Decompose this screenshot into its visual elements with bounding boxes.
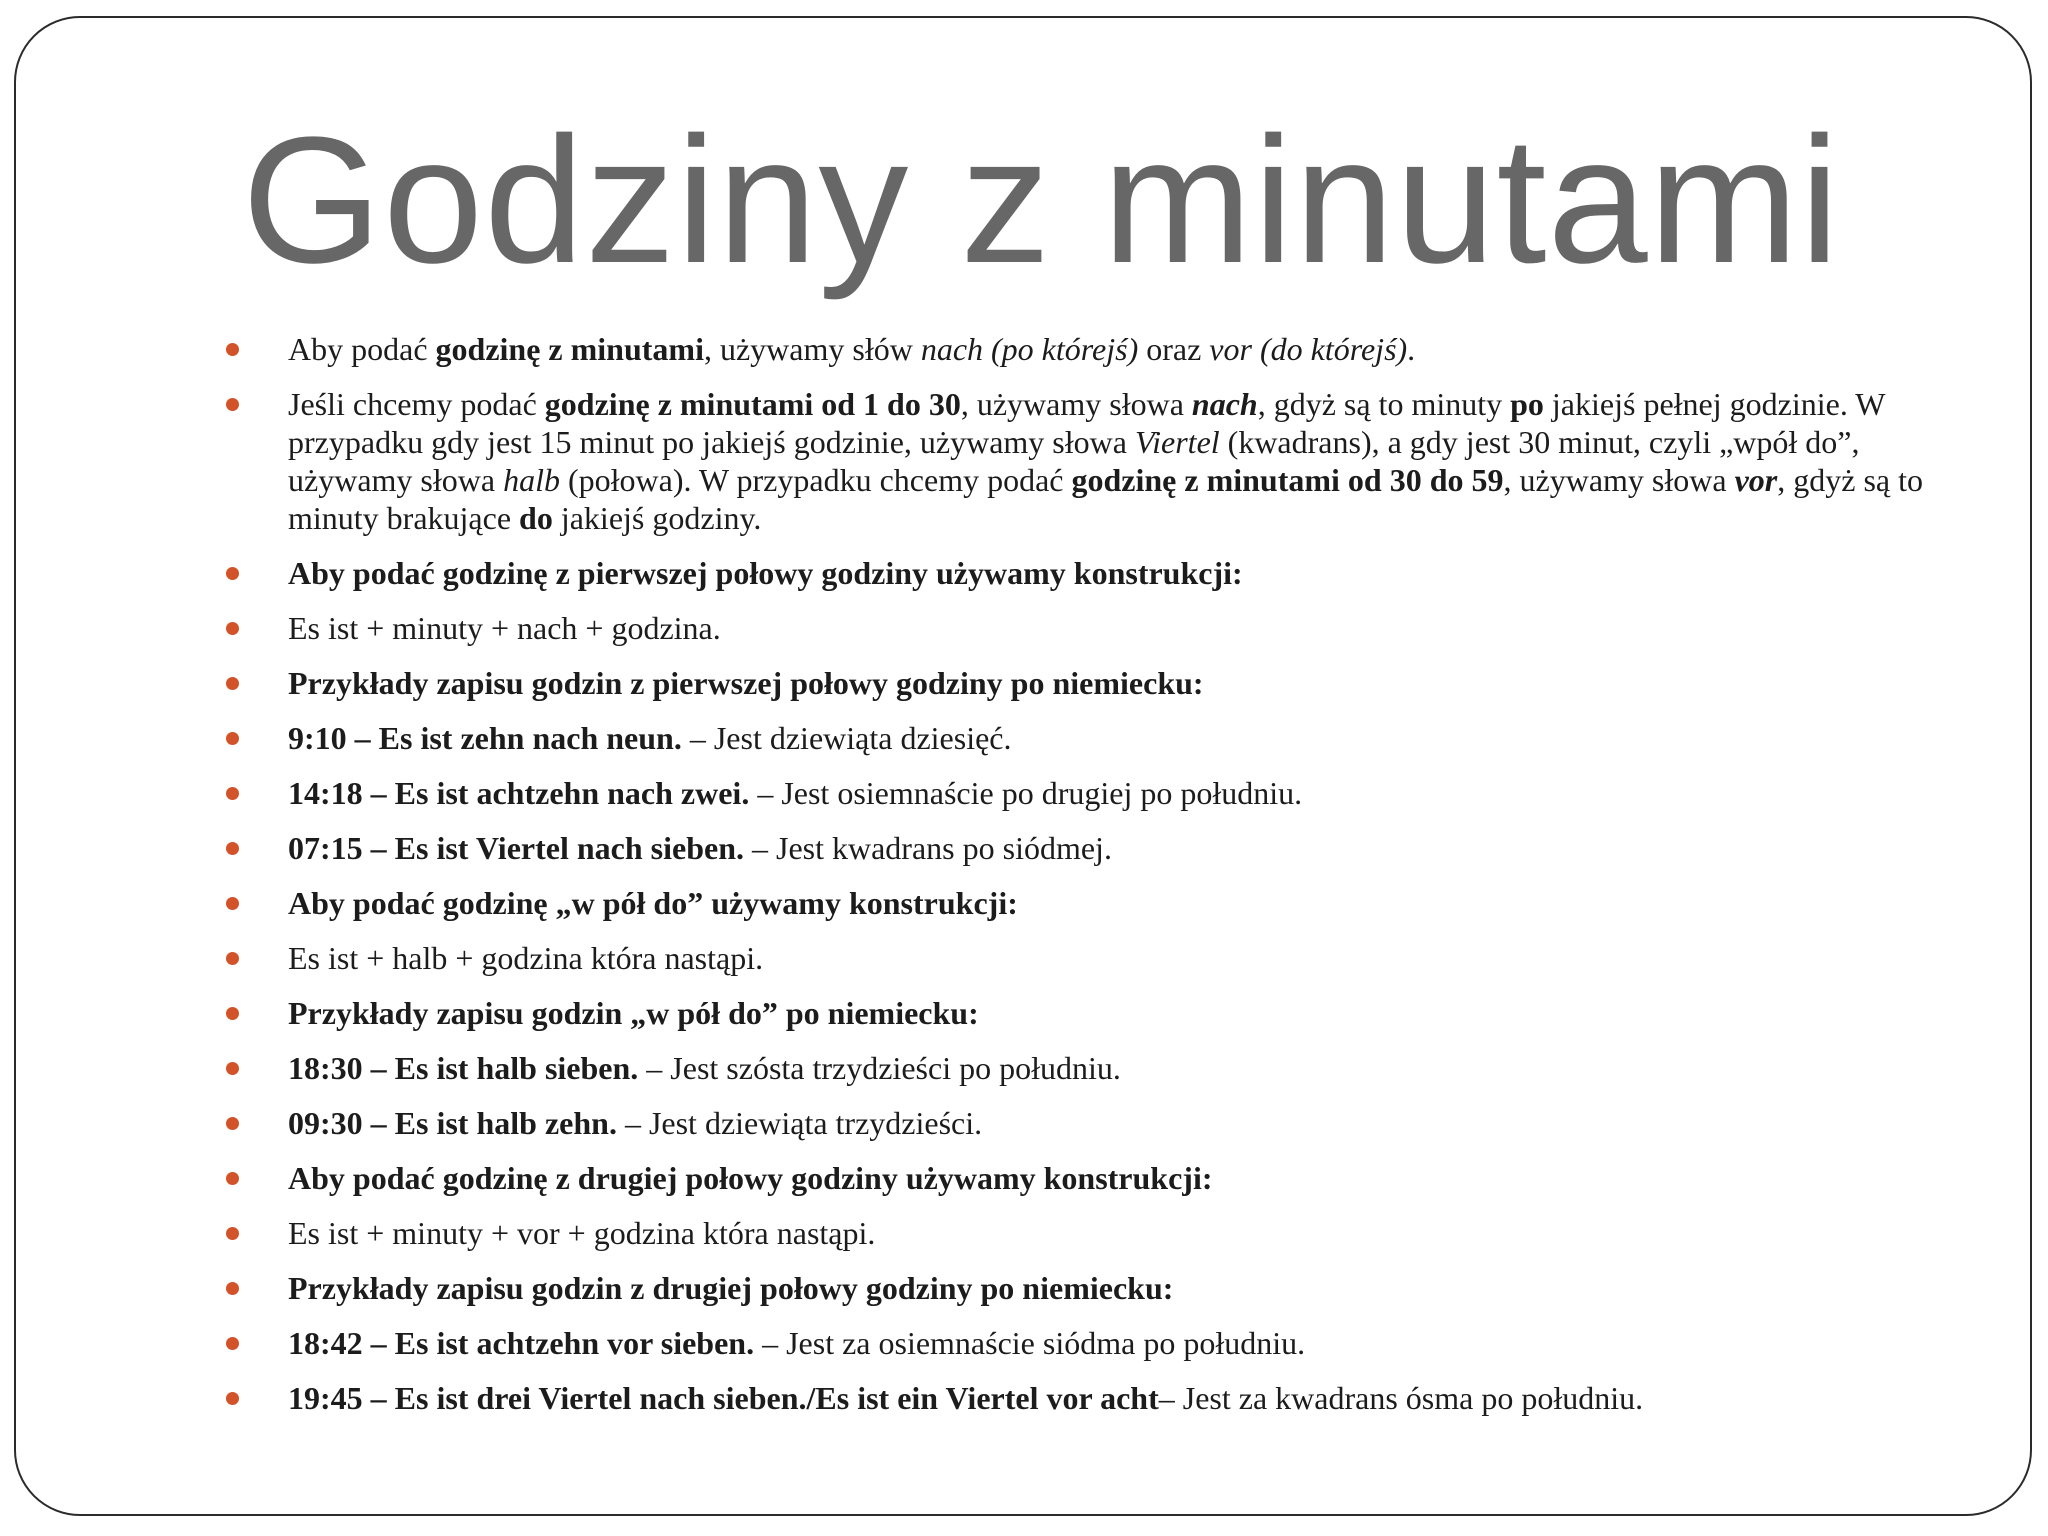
list-item-text: 18:30 – Es ist halb sieben. [288,1050,639,1086]
bullet-icon [226,1172,239,1185]
list-item [226,385,1956,537]
bullet-icon [226,1282,239,1295]
list-item-text: 07:15 – Es ist Viertel nach sieben. [288,830,744,866]
bullet-icon [226,952,239,965]
list-item-text: godzinę z minutami od 1 do 30 [544,386,961,422]
list-item-text: do [519,500,553,536]
bullet-icon [226,343,239,356]
list-item-text: – Jest dziewiąta trzydzieści. [616,1105,983,1141]
bullet-icon [226,897,239,910]
bullet-icon [226,1117,239,1130]
bullet-icon [226,1337,239,1350]
list-item [226,994,1956,1032]
list-item-text: – Jest za osiemnaście siódma po południu. [754,1325,1306,1361]
list-item-text: Przykłady zapisu godzin z pierwszej połowy godziny po niemiecku: [288,665,1204,701]
list-item-text: , używamy słów [703,331,921,367]
list-item-text: – Jest kwadrans po siódmej. [743,830,1112,866]
list-item [226,664,1956,702]
list-item-text: jakiejś godziny. [552,500,762,536]
list-item-text: – Jest za kwadrans ósma po południu. [1158,1380,1644,1416]
bullet-icon [226,787,239,800]
list-item-text: Aby podać godzinę z pierwszej połowy godziny używamy konstrukcji: [288,555,1243,591]
list-item-text: vor (do którejś) [1209,331,1408,367]
list-item-text: , używamy słowa [960,386,1192,422]
list-item [226,774,1956,812]
list-item [226,884,1956,922]
bullet-icon [226,677,239,690]
list-item-text: 09:30 – Es ist halb zehn. [288,1105,617,1141]
list-item-text: , gdyż są to minuty brakujące [288,462,1923,536]
bullet-icon [226,842,239,855]
bullet-icon [226,1007,239,1020]
bullet-icon [226,398,239,411]
bullet-icon [226,622,239,635]
list-item [226,1214,1956,1252]
list-item [226,1159,1956,1197]
list-item-text: godzinę z minutami od 30 do 59 [1071,462,1504,498]
list-item-text: 9:10 – Es ist zehn nach neun. [288,720,682,756]
list-item-text: Aby podać godzinę „w pół do” używamy konstrukcji: [288,885,1018,921]
bullet-icon [226,732,239,745]
list-item [226,1049,1956,1087]
list-item [226,939,1956,977]
list-item-text: Aby podać [288,331,436,367]
list-item-text: Es ist + halb + godzina która nastąpi. [288,940,764,976]
list-item-text: – Jest osiemnaście po drugiej po południu. [749,775,1303,811]
list-item-text: 19:45 – Es ist drei Viertel nach sieben./Es ist ein Viertel vor acht [288,1380,1159,1416]
list-item-text: Viertel [1134,424,1220,460]
list-item [226,1324,1956,1362]
slide-title: Godziny z minutami [242,100,1841,301]
list-item-text: , gdyż są to minuty [1257,386,1511,422]
list-item-text: (kwadrans), a gdy jest 30 minut, czyli „wpół do”, używamy słowa [288,424,1860,498]
list-item [226,1269,1956,1307]
list-item-text: Es ist + minuty + nach + godzina. [288,610,721,646]
list-item-text: po [1510,386,1544,422]
list-item-text: nach [1191,386,1258,422]
list-item [226,719,1956,757]
list-item-text: nach (po którejś) [920,331,1139,367]
list-item [226,1104,1956,1142]
list-item-text: oraz [1138,331,1210,367]
list-item-text: vor [1734,462,1778,498]
list-item-text: Es ist + minuty + vor + godzina która nastąpi. [288,1215,876,1251]
list-item-text: Jeśli chcemy podać [288,386,545,422]
list-item-text: godzinę z minutami [435,331,704,367]
list-item-text: Przykłady zapisu godzin z drugiej połowy godziny po niemiecku: [288,1270,1174,1306]
list-item-text: Aby podać godzinę z drugiej połowy godziny używamy konstrukcji: [288,1160,1213,1196]
list-item [226,1379,1956,1417]
list-item [226,829,1956,867]
list-item-text: . [1407,331,1416,367]
list-item-text: – Jest szósta trzydzieści po południu. [638,1050,1121,1086]
list-item-text: , używamy słowa [1503,462,1735,498]
list-item-text: Przykłady zapisu godzin „w pół do” po niemiecku: [288,995,979,1031]
list-item [226,609,1956,647]
list-item-text: (połowa). W przypadku chcemy podać [559,462,1072,498]
list-item-text: halb [503,462,560,498]
list-item [226,330,1956,368]
list-item-text: – Jest dziewiąta dziesięć. [681,720,1012,756]
bullet-icon [226,1392,239,1405]
bullet-icon [226,1227,239,1240]
list-item-text: 14:18 – Es ist achtzehn nach zwei. [288,775,750,811]
list-item [226,554,1956,592]
bullet-icon [226,567,239,580]
list-item-text: jakiejś pełnej godzinie. W przypadku gdy jest 15 minut po jakiejś godzinie, używamy słowa [288,386,1885,460]
list-item-text: 18:42 – Es ist achtzehn vor sieben. [288,1325,755,1361]
bullet-icon [226,1062,239,1075]
bullet-list [226,330,1956,1434]
